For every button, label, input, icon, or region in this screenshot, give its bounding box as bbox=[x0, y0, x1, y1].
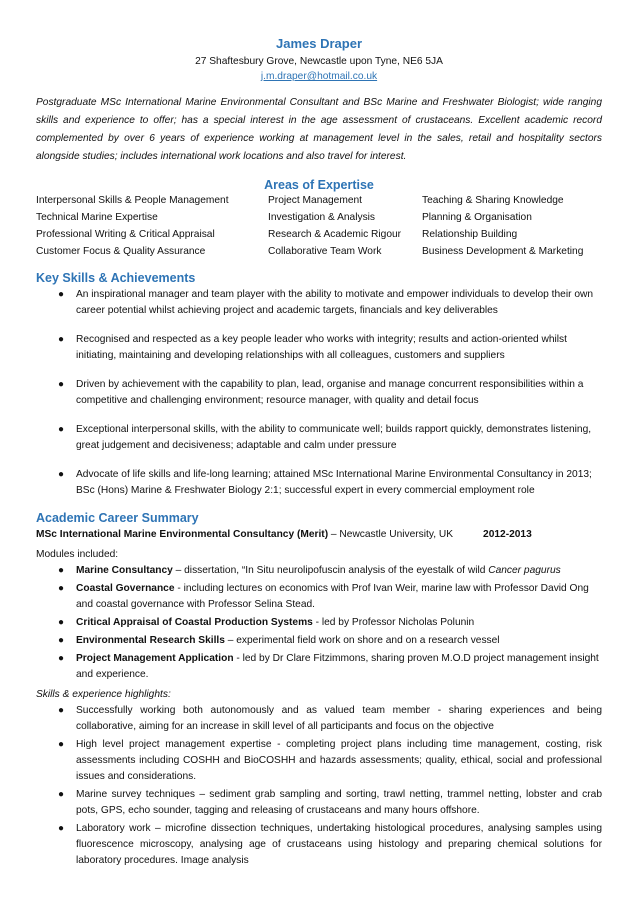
list-item: ● Advocate of life skills and life-long learning; attained MSc International Marine Environmental Consultancy in 2013; BSc (Hons) Marine & Freshwater Biology 2:1; successful expert in every commercial employment role bbox=[58, 469, 592, 496]
highlight-item: ● High level project management expertise - completing project plans including time management, costing, risk assessments including COSHH and BioCOSHH and hazards assessments; quality, ethical, social and professional issues and considerations. bbox=[58, 739, 602, 782]
modules-list bbox=[36, 563, 602, 683]
candidate-name: James Draper bbox=[276, 36, 362, 51]
expertise-item: Teaching & Sharing Knowledge bbox=[422, 195, 564, 206]
highlights-label: Skills & experience highlights: bbox=[36, 689, 171, 700]
email-link[interactable]: j.m.draper@hotmail.co.uk bbox=[260, 71, 378, 82]
key-skills-heading: Key Skills & Achievements bbox=[36, 271, 196, 285]
degree-title: MSc International Marine Environmental Consultancy (Merit) bbox=[36, 529, 329, 540]
bullet-icon: ● bbox=[58, 565, 65, 576]
academic-heading: Academic Career Summary bbox=[36, 511, 199, 525]
bullet-icon: ● bbox=[58, 823, 65, 834]
degree-years: 2012-2013 bbox=[483, 529, 532, 540]
bullet-icon: ● bbox=[58, 705, 65, 716]
list-item: ● Recognised and respected as a key people leader who works with integrity; results and action-oriented whilst initiating, maintaining and developing relationships with all colleagues, customers and suppliers bbox=[58, 334, 567, 361]
bullet-icon: ● bbox=[58, 617, 65, 628]
highlight-item: ● Successfully working both autonomously and as valued team member - sharing experiences and being collaborative, aiming for an increase in skill level of all participants and focus on the objective bbox=[58, 705, 602, 732]
bullet-icon: ● bbox=[58, 653, 65, 664]
highlights-list bbox=[36, 703, 602, 869]
bullet-icon: ● bbox=[58, 635, 65, 646]
expertise-grid bbox=[36, 194, 602, 259]
expertise-item: Investigation & Analysis bbox=[268, 212, 376, 223]
expertise-item: Interpersonal Skills & People Management bbox=[36, 195, 229, 206]
module-item: ● Marine Consultancy – dissertation, “In Situ neurolipofuscin analysis of the eyestalk of wild Cancer pagurus bbox=[36, 563, 602, 579]
expertise-item: Research & Academic Rigour bbox=[268, 229, 402, 240]
cv-page bbox=[36, 36, 602, 871]
expertise-item: Technical Marine Expertise bbox=[36, 212, 158, 223]
key-skills-list bbox=[36, 287, 602, 499]
modules-label: Modules included: bbox=[36, 549, 119, 560]
bullet-icon: ● bbox=[58, 789, 65, 800]
expertise-item: Collaborative Team Work bbox=[268, 246, 382, 257]
module-item: ● Coastal Governance - including lectures on economics with Prof Ivan Weir, marine law with Professor David Ong and coastal governance with Professor Selina Stead. bbox=[58, 583, 589, 610]
bullet-icon: ● bbox=[58, 739, 65, 750]
highlight-item: ● Laboratory work – microfine dissection techniques, undertaking histological procedures, analysing samples using fluorescence microscopy, analysing age of crustaceans using histology and preparing chemical solutions for laboratory procedures. Image analysis bbox=[58, 823, 602, 866]
expertise-item: Project Management bbox=[268, 195, 363, 206]
expertise-heading: Areas of Expertise bbox=[264, 178, 374, 192]
expertise-item: Relationship Building bbox=[422, 229, 518, 240]
profile-summary: Postgraduate MSc International Marine Environmental Consultant and BSc Marine and Freshwater Biologist; wide ranging skills and experience to offer; has a special interest in the age assessment of crustaceans. Excellent academic record complemented by over 6 years of experience working at management level in the sales, retail and hospitality sectors alongside studies; includes international work locations and also travel for interest. bbox=[36, 97, 602, 162]
bullet-icon: ● bbox=[58, 334, 65, 345]
expertise-item: Professional Writing & Critical Appraisal bbox=[36, 229, 215, 240]
list-item: ● Driven by achievement with the capability to plan, lead, organise and manage concurrent responsibilities within a competitive and challenging environment; resource manager, with quality and detail focus bbox=[58, 379, 584, 406]
module-item: ● Project Management Application - led by Dr Clare Fitzimmons, sharing proven M.O.D project management insight and experience. bbox=[58, 653, 599, 680]
bullet-icon: ● bbox=[58, 379, 65, 390]
institution: – Newcastle University, UK bbox=[328, 529, 454, 540]
bullet-icon: ● bbox=[58, 424, 65, 435]
postal-address: 27 Shaftesbury Grove, Newcastle upon Tyne, NE6 5JA bbox=[195, 56, 443, 67]
list-item: ● Exceptional interpersonal skills, with the ability to communicate well; builds rapport quickly, demonstrates listening, great judgement and decisiveness; adaptable and calm under pressure bbox=[58, 424, 592, 451]
list-item: ● An inspirational manager and team player with the ability to motivate and empower individuals to develop their own career potential whilst achieving project and academic targets, financials and key deliverables bbox=[58, 289, 594, 316]
expertise-item: Planning & Organisation bbox=[422, 212, 532, 223]
expertise-item: Business Development & Marketing bbox=[422, 246, 584, 257]
highlight-item: ● Marine survey techniques – sediment grab sampling and sorting, trawl netting, trammel netting, lobster and crab pots, GPS, echo sounder, tagging and releasing of crustaceans and many hours offshore. bbox=[58, 789, 602, 816]
degree-line bbox=[36, 527, 602, 543]
expertise-item: Customer Focus & Quality Assurance bbox=[36, 246, 206, 257]
module-item: ● Critical Appraisal of Coastal Production Systems - led by Professor Nicholas Polunin bbox=[36, 615, 602, 631]
bullet-icon: ● bbox=[58, 583, 65, 594]
module-item: ● Environmental Research Skills – experimental field work on shore and on a research vessel bbox=[36, 633, 602, 649]
bullet-icon: ● bbox=[58, 469, 65, 480]
bullet-icon: ● bbox=[58, 289, 65, 300]
